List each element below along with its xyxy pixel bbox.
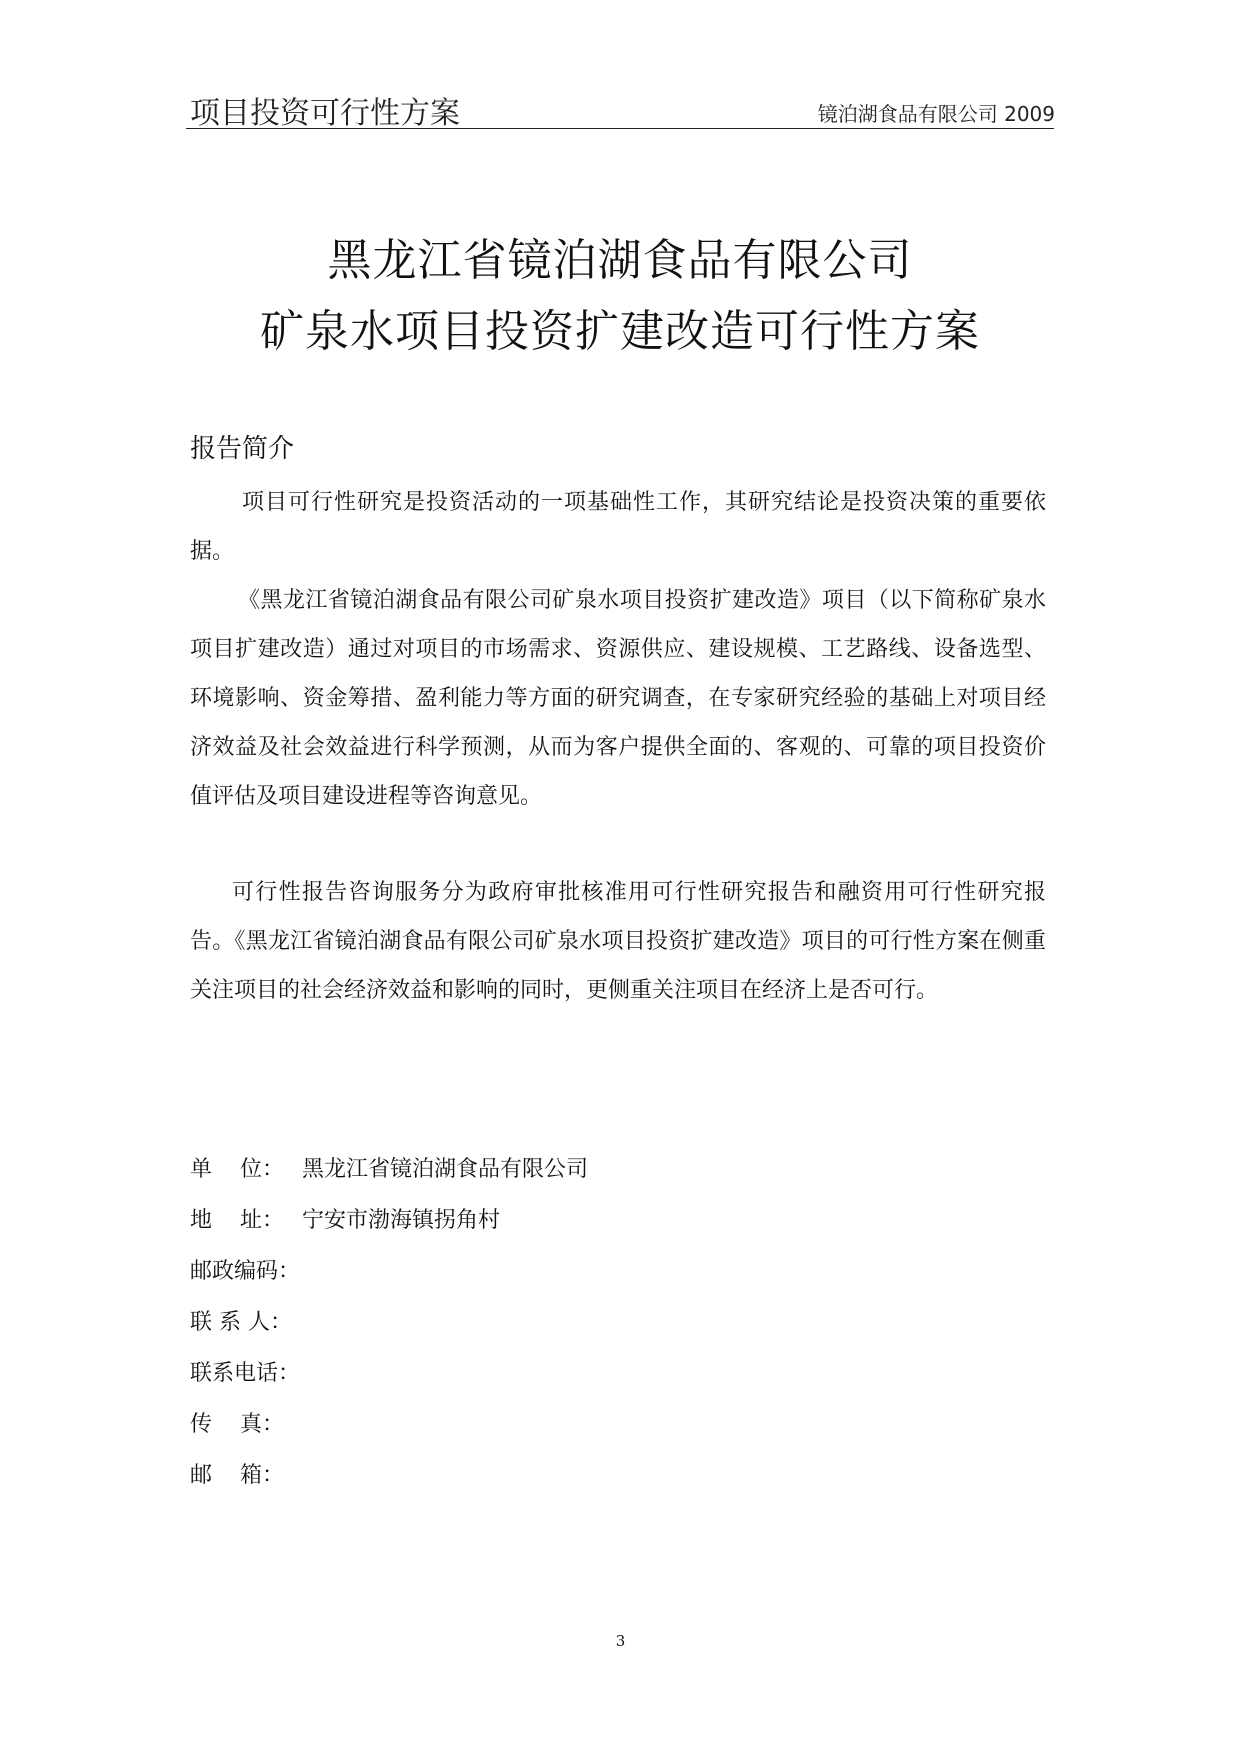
header-document-title: 项目投资可行性方案 <box>190 96 460 131</box>
body-paragraph-1: 项目可行性研究是投资活动的一项基础性工作，其研究结论是投资决策的重要依据。 <box>190 490 1046 564</box>
contact-row-person <box>190 1305 588 1356</box>
contact-row-fax <box>190 1407 588 1458</box>
contact-row-email <box>190 1458 588 1509</box>
contact-value: 黑龙江省镜泊湖食品有限公司 <box>302 1157 589 1182</box>
contact-label: 联系电话： <box>190 1361 301 1386</box>
contact-label: 邮 箱： <box>190 1463 284 1488</box>
contact-value: 宁安市渤海镇拐角村 <box>302 1208 501 1233</box>
main-title-line-2: 矿泉水项目投资扩建改造可行性方案 <box>260 306 980 357</box>
header-divider <box>186 128 1054 129</box>
section-heading: 报告简介 <box>190 434 295 464</box>
contact-label: 单 位： <box>190 1157 284 1182</box>
contact-label: 传 真： <box>190 1412 284 1437</box>
contact-row-address <box>190 1203 588 1254</box>
header-company-year: 镜泊湖食品有限公司 2009 <box>817 102 1055 126</box>
body-paragraph-3: 可行性报告咨询服务分为政府审批核准用可行性研究报告和融资用可行性研究报告。《黑龙江省镜泊湖食品有限公司矿泉水项目投资扩建改造》项目的可行性方案在侧重关注项目的社会经济效益和影响的同时，更侧重关注项目在经济上是否可行。 <box>190 880 1046 1003</box>
contact-label: 邮政编码： <box>190 1259 301 1284</box>
contact-info <box>190 1152 588 1509</box>
contact-row-postcode <box>190 1254 588 1305</box>
main-title-line-1: 黑龙江省镜泊湖食品有限公司 <box>327 235 913 286</box>
contact-label: 联 系 人： <box>190 1310 292 1335</box>
page-number: 3 <box>615 1632 626 1650</box>
contact-row-unit <box>190 1152 588 1203</box>
contact-row-phone <box>190 1356 588 1407</box>
body-paragraph-2: 《黑龙江省镜泊湖食品有限公司矿泉水项目投资扩建改造》项目（以下简称矿泉水项目扩建改造）通过对项目的市场需求、资源供应、建设规模、工艺路线、设备选型、环境影响、资金筹措、盈利能力等方面的研究调查，在专家研究经验的基础上对项目经济效益及社会效益进行科学预测，从而为客户提供全面的、客观的、可靠的项目投资价值评估及项目建设进程等咨询意见。 <box>190 588 1046 809</box>
contact-label: 地 址： <box>190 1208 284 1233</box>
